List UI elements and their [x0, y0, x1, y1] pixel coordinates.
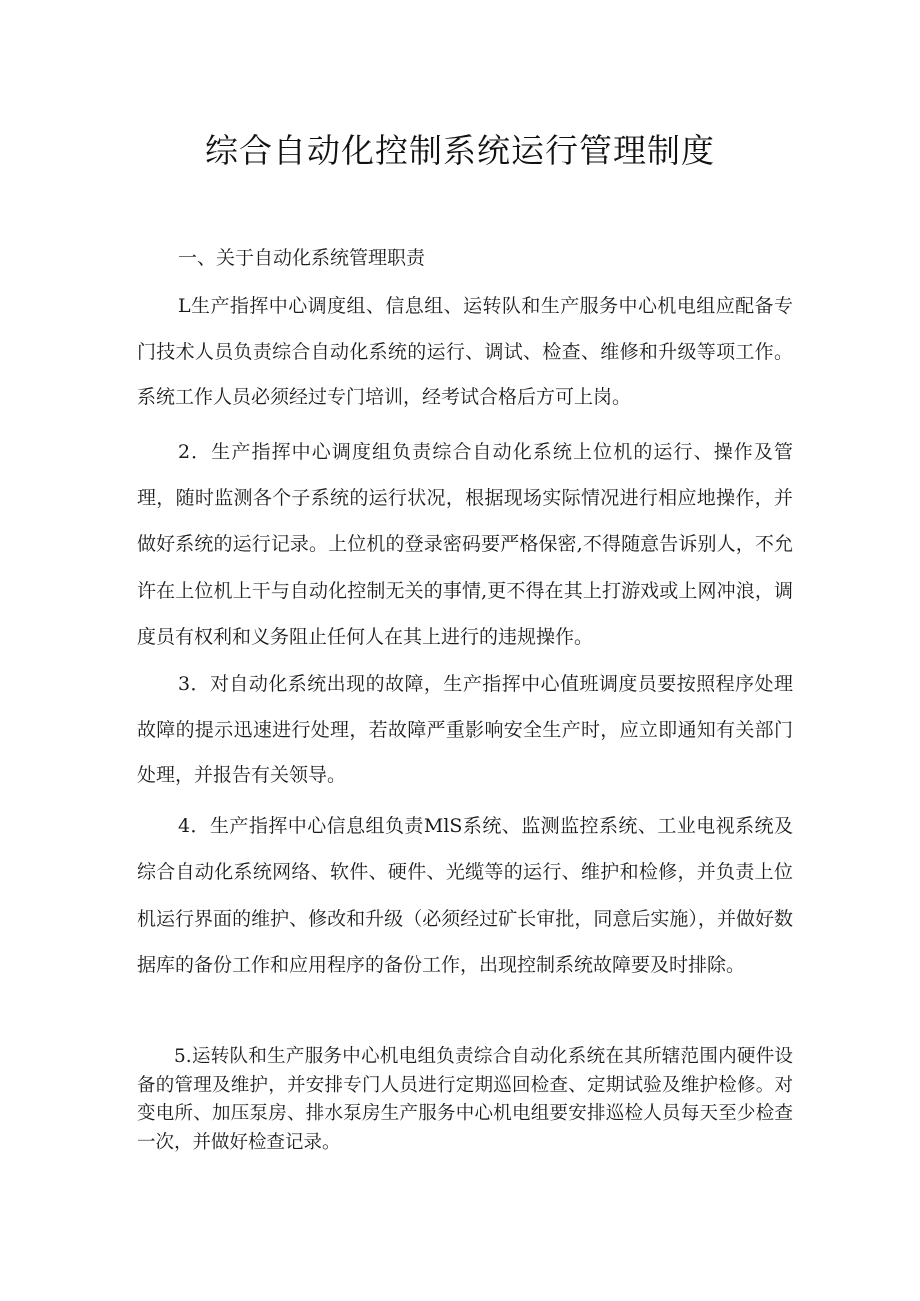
document-title: 综合自动化控制系统运行管理制度	[205, 131, 715, 170]
paragraph-3: 3．对自动化系统出现的故障，生产指挥中心值班调度员要按照程序处理故障的提示迅速进行处理，若故障严重影响安全生产时，应立即通知有关部门处理，并报告有关领导。	[137, 673, 793, 787]
section-heading: 一、关于自动化系统管理职责	[178, 247, 426, 269]
paragraph-1: L生产指挥中心调度组、信息组、运转队和生产服务中心机电组应配备专门技术人员负责综合自动化系统的运行、调试、检查、维修和升级等项工作。系统工作人员必须经过专门培训，经考试合格后方可上岗。	[137, 295, 793, 409]
paragraph-4: 4．生产指挥中心信息组负责MlS系统、监测监控系统、工业电视系统及综合自动化系统网络、软件、硬件、光缆等的运行、维护和检修，并负责上位机运行界面的维护、修改和升级（必须经过矿长审批，同意后实施），并做好数据库的备份工作和应用程序的备份工作，出现控制系统故障要及时排除。	[137, 815, 793, 977]
paragraph-2: 2．生产指挥中心调度组负责综合自动化系统上位机的运行、操作及管理，随时监测各个子系统的运行状况，根据现场实际情况进行相应地操作，并做好系统的运行记录。上位机的登录密码要严格保密,不得随意告诉别人，不允许在上位机上干与自动化控制无关的事情,更不得在其上打游戏或上网冲浪，调度员有权利和义务阻止任何人在其上进行的违规操作。	[137, 441, 793, 648]
paragraph-5: 5.运转队和生产服务中心机电组负责综合自动化系统在其所辖范围内硬件设备的管理及维护，并安排专门人员进行定期巡回检查、定期试验及维护检修。对变电所、加压泵房、排水泵房生产服务中心机电组要安排巡检人员每天至少检查一次，并做好检查记录。	[137, 1046, 793, 1153]
